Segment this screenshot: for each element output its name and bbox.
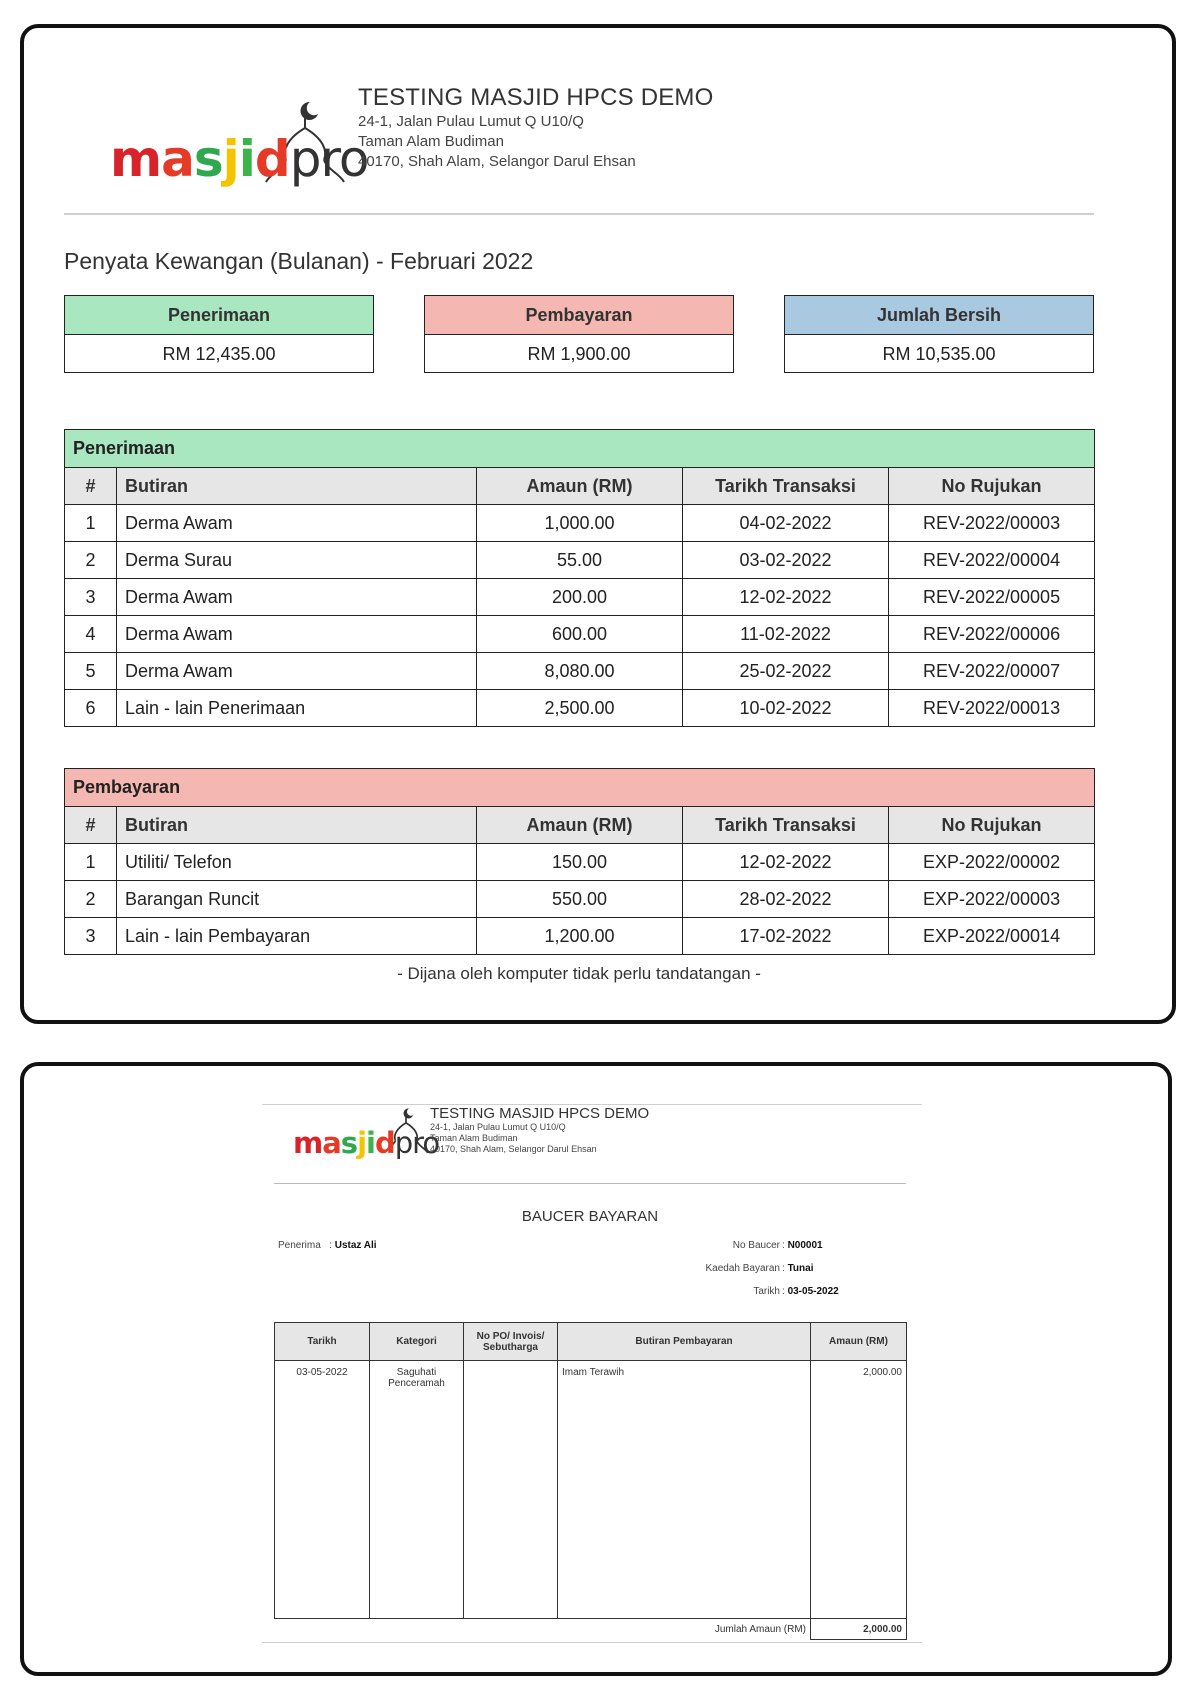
row-item: Barangan Runcit bbox=[117, 881, 477, 918]
statement-title: Penyata Kewangan (Bulanan) - Februari 2022 bbox=[64, 248, 534, 274]
table-row bbox=[65, 844, 1095, 881]
row-amount: 550.00 bbox=[477, 881, 683, 918]
method-value-wrap: : Tunai bbox=[782, 1263, 814, 1274]
col-amount: Amaun (RM) bbox=[477, 468, 683, 505]
method-label: Kaedah Bayaran bbox=[705, 1263, 780, 1274]
voucher-bottom-line bbox=[262, 1642, 922, 1643]
date-value: 03-05-2022 bbox=[787, 1286, 839, 1297]
row-item: Derma Awam bbox=[117, 653, 477, 690]
row-item: Lain - lain Penerimaan bbox=[117, 690, 477, 727]
summary-payments bbox=[424, 295, 734, 373]
row-date: 04-02-2022 bbox=[683, 505, 889, 542]
col-item: Butiran bbox=[117, 468, 477, 505]
table-row bbox=[65, 690, 1095, 727]
voucher-address-line-3: 40170, Shah Alam, Selangor Darul Ehsan bbox=[430, 1144, 597, 1154]
row-amount: 55.00 bbox=[477, 542, 683, 579]
recipient-value: Ustaz Ali bbox=[334, 1240, 377, 1251]
row-date: 12-02-2022 bbox=[683, 844, 889, 881]
row-ref: REV-2022/00013 bbox=[889, 690, 1095, 727]
method-value: Tunai bbox=[787, 1263, 814, 1274]
row-ref: REV-2022/00005 bbox=[889, 579, 1095, 616]
table-row bbox=[275, 1361, 907, 1619]
row-ref: REV-2022/00004 bbox=[889, 542, 1095, 579]
date-field bbox=[620, 1286, 780, 1297]
voucher-address-line-2: Taman Alam Budiman bbox=[430, 1133, 518, 1143]
vcol-amount: Amaun (RM) bbox=[811, 1323, 907, 1361]
voucher-title: BAUCER BAYARAN bbox=[521, 1208, 659, 1225]
row-amount: 600.00 bbox=[477, 616, 683, 653]
masjidpro-logo-small: masjidpro bbox=[293, 1104, 443, 1166]
summary-receipts bbox=[64, 295, 374, 373]
vcol-date: Tarikh bbox=[275, 1323, 370, 1361]
vcol-details: Butiran Pembayaran bbox=[558, 1323, 811, 1361]
vrow-details: Imam Terawih bbox=[558, 1361, 811, 1619]
voucher-no-value-wrap: : N00001 bbox=[782, 1240, 823, 1251]
row-item: Utiliti/ Telefon bbox=[117, 844, 477, 881]
row-no: 1 bbox=[65, 844, 117, 881]
table-row bbox=[65, 616, 1095, 653]
row-date: 10-02-2022 bbox=[683, 690, 889, 727]
summary-payments-value: RM 1,900.00 bbox=[527, 344, 631, 364]
voucher-table bbox=[274, 1322, 907, 1640]
table-row bbox=[65, 579, 1095, 616]
row-amount: 1,000.00 bbox=[477, 505, 683, 542]
voucher-header-divider bbox=[274, 1183, 906, 1184]
row-item: Derma Surau bbox=[117, 542, 477, 579]
row-date: 03-02-2022 bbox=[683, 542, 889, 579]
row-date: 25-02-2022 bbox=[683, 653, 889, 690]
row-ref: EXP-2022/00014 bbox=[889, 918, 1095, 955]
row-item: Lain - lain Pembayaran bbox=[117, 918, 477, 955]
row-item: Derma Awam bbox=[117, 579, 477, 616]
row-ref: EXP-2022/00002 bbox=[889, 844, 1095, 881]
col-no: # bbox=[65, 468, 117, 505]
table-row bbox=[65, 881, 1095, 918]
date-label: Tarikh bbox=[753, 1286, 780, 1297]
table-row bbox=[65, 653, 1095, 690]
table-row bbox=[65, 918, 1095, 955]
vcol-category: Kategori bbox=[370, 1323, 464, 1361]
table-row bbox=[65, 542, 1095, 579]
col-ref: No Rujukan bbox=[889, 468, 1095, 505]
organization-info bbox=[358, 84, 714, 172]
row-ref: REV-2022/00003 bbox=[889, 505, 1095, 542]
row-ref: REV-2022/00007 bbox=[889, 653, 1095, 690]
summary-receipts-value: RM 12,435.00 bbox=[162, 344, 276, 364]
row-amount: 1,200.00 bbox=[477, 918, 683, 955]
row-no: 6 bbox=[65, 690, 117, 727]
payments-table bbox=[64, 768, 1095, 955]
row-ref: EXP-2022/00003 bbox=[889, 881, 1095, 918]
row-item: Derma Awam bbox=[117, 616, 477, 653]
address-line-2: Taman Alam Budiman bbox=[358, 133, 504, 150]
row-item: Derma Awam bbox=[117, 505, 477, 542]
vcol-po: No PO/ Invois/ Sebutharga bbox=[464, 1323, 558, 1361]
row-date: 11-02-2022 bbox=[683, 616, 889, 653]
row-no: 1 bbox=[65, 505, 117, 542]
total-label: Jumlah Amaun (RM) bbox=[275, 1619, 811, 1640]
address-line-1: 24-1, Jalan Pulau Lumut Q U10/Q bbox=[358, 113, 584, 130]
row-no: 3 bbox=[65, 918, 117, 955]
voucher-no-field bbox=[620, 1240, 780, 1251]
voucher-no-value: N00001 bbox=[787, 1240, 823, 1251]
header-divider bbox=[64, 213, 1094, 215]
organization-name: TESTING MASJID HPCS DEMO bbox=[358, 84, 714, 111]
row-amount: 8,080.00 bbox=[477, 653, 683, 690]
vrow-amount: 2,000.00 bbox=[811, 1361, 907, 1619]
col-no: # bbox=[65, 807, 117, 844]
summary-net-value: RM 10,535.00 bbox=[882, 344, 996, 364]
voucher-no-label: No Baucer bbox=[732, 1240, 780, 1251]
row-ref: REV-2022/00006 bbox=[889, 616, 1095, 653]
payments-heading: Pembayaran bbox=[65, 769, 1095, 807]
col-date: Tarikh Transaksi bbox=[683, 807, 889, 844]
col-ref: No Rujukan bbox=[889, 807, 1095, 844]
voucher-organization-name: TESTING MASJID HPCS DEMO bbox=[430, 1105, 650, 1122]
col-item: Butiran bbox=[117, 807, 477, 844]
row-date: 12-02-2022 bbox=[683, 579, 889, 616]
receipts-heading: Penerimaan bbox=[65, 430, 1095, 468]
summary-net-label: Jumlah Bersih bbox=[785, 296, 1093, 335]
row-no: 5 bbox=[65, 653, 117, 690]
address-line-3: 40170, Shah Alam, Selangor Darul Ehsan bbox=[358, 153, 636, 170]
row-no: 2 bbox=[65, 881, 117, 918]
vrow-po bbox=[464, 1361, 558, 1619]
col-amount: Amaun (RM) bbox=[477, 807, 683, 844]
footnote: - Dijana oleh komputer tidak perlu tandatangan - bbox=[397, 964, 761, 983]
voucher-address-line-1: 24-1, Jalan Pulau Lumut Q U10/Q bbox=[430, 1122, 566, 1132]
row-amount: 2,500.00 bbox=[477, 690, 683, 727]
row-amount: 200.00 bbox=[477, 579, 683, 616]
summary-receipts-label: Penerimaan bbox=[65, 296, 373, 335]
vrow-date: 03-05-2022 bbox=[275, 1361, 370, 1619]
voucher-organization-info bbox=[430, 1105, 649, 1155]
recipient-label: Penerima bbox=[278, 1240, 321, 1251]
row-date: 28-02-2022 bbox=[683, 881, 889, 918]
row-no: 4 bbox=[65, 616, 117, 653]
vrow-category: Saguhati Penceramah bbox=[370, 1361, 464, 1619]
date-value-wrap: : 03-05-2022 bbox=[782, 1286, 839, 1297]
recipient-field: Penerima : Ustaz Ali bbox=[278, 1240, 377, 1251]
method-field bbox=[620, 1263, 780, 1274]
masjidpro-logo: masjidpro bbox=[110, 94, 350, 190]
table-row bbox=[65, 505, 1095, 542]
row-no: 3 bbox=[65, 579, 117, 616]
row-date: 17-02-2022 bbox=[683, 918, 889, 955]
col-date: Tarikh Transaksi bbox=[683, 468, 889, 505]
row-amount: 150.00 bbox=[477, 844, 683, 881]
total-value: 2,000.00 bbox=[811, 1619, 907, 1640]
receipts-table bbox=[64, 429, 1095, 727]
row-no: 2 bbox=[65, 542, 117, 579]
summary-net bbox=[784, 295, 1094, 373]
summary-payments-label: Pembayaran bbox=[425, 296, 733, 335]
